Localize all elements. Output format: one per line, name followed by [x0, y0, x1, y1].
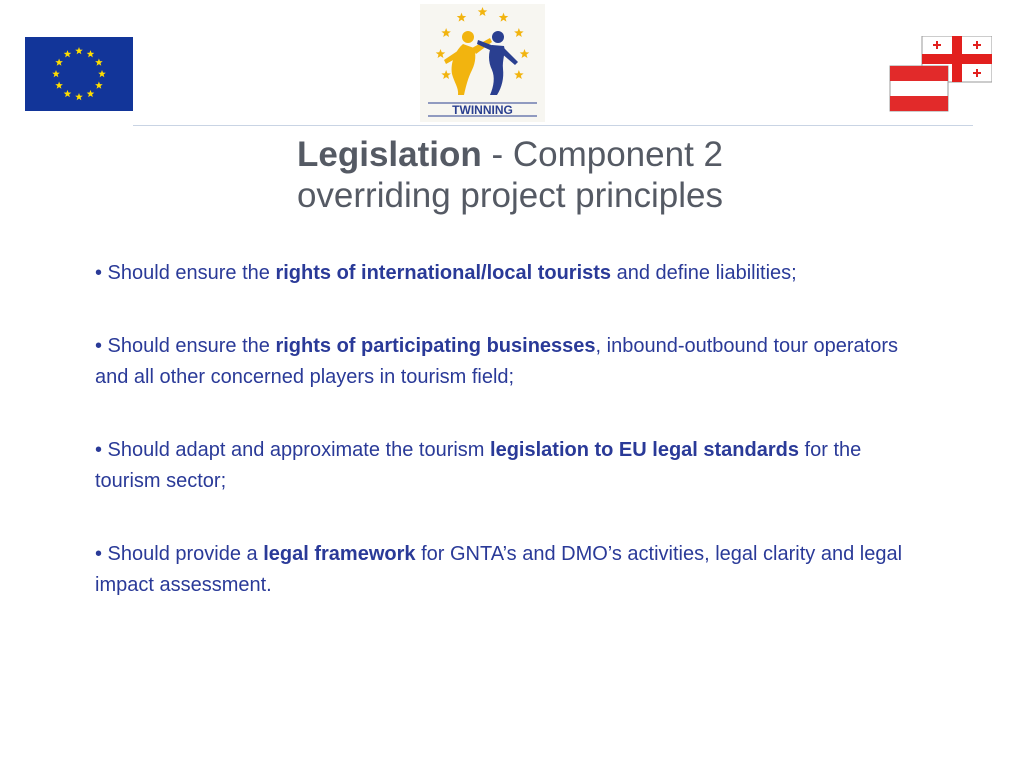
bullet-list	[95, 258, 925, 643]
title-rest: - Component 2	[481, 135, 723, 174]
bullet-item-1: • Should ensure the rights of international/local tourists and define liabilities;	[95, 262, 797, 284]
twinning-logo	[420, 4, 545, 122]
austria-flag-icon	[890, 66, 948, 111]
partner-flags-logo	[888, 36, 992, 112]
bullet-item-2: • Should ensure the rights of participating businesses, inbound-outbound tour operators and all other concerned players in tourism field;	[95, 335, 898, 388]
slide-title	[100, 134, 920, 216]
eu-flag-logo	[25, 37, 133, 111]
bullet-item-3: • Should adapt and approximate the tourism legislation to EU legal standards for the tourism sector;	[95, 439, 862, 492]
header-divider	[133, 125, 973, 126]
title-line-1	[100, 134, 920, 175]
georgia-austria-flags-icon	[888, 36, 992, 112]
title-line-2: overriding project principles	[296, 176, 724, 215]
title-bold: Legislation	[297, 135, 482, 174]
twinning-icon	[420, 4, 545, 122]
bullet-item-4: • Should provide a legal framework for GNTA’s and DMO’s activities, legal clarity and legal impact assessment.	[95, 543, 903, 596]
twinning-logo-text: TWINNING	[452, 103, 513, 117]
eu-flag-icon	[25, 37, 133, 111]
